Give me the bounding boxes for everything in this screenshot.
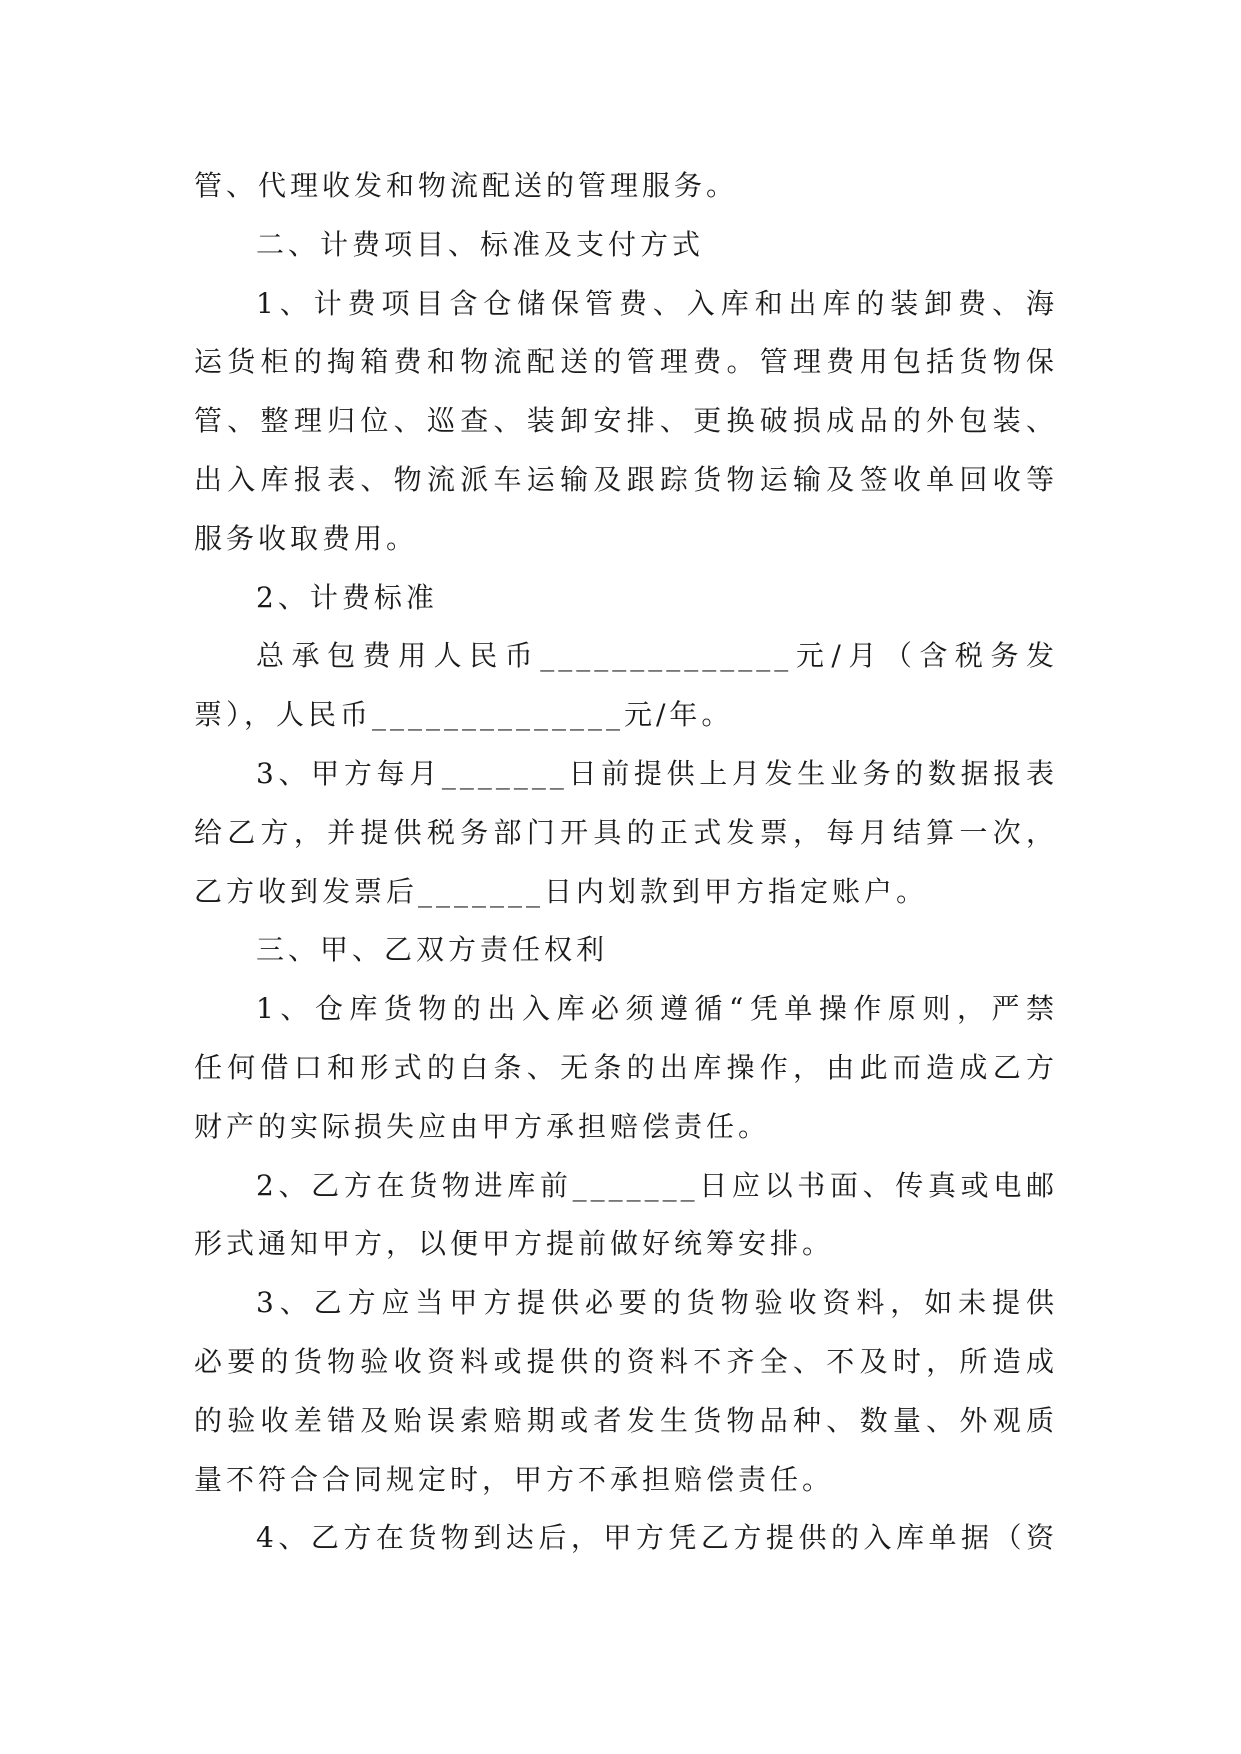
text-line: 票），人民币______________元/年。 (194, 698, 734, 732)
document-body (194, 157, 1058, 1568)
text-line: 总承包费用人民币______________元/月（含税务发 (256, 639, 1058, 673)
text-line: 1、仓库货物的出入库必须遵循“凭单操作原则，严禁 (256, 992, 1058, 1026)
text-line: 任何借口和形式的白条、无条的出库操作，由此而造成乙方 (194, 1050, 1058, 1084)
text-line: 3、甲方每月_______日前提供上月发生业务的数据报表 (256, 756, 1058, 790)
section-heading: 二、计费项目、标准及支付方式 (256, 227, 705, 261)
text-line: 管、代理收发和物流配送的管理服务。 (194, 169, 739, 202)
text-line: 运货柜的掏箱费和物流配送的管理费。管理费用包括货物保 (194, 345, 1058, 379)
text-line: 的验收差错及贻误索赔期或者发生货物品种、数量、外观质 (194, 1403, 1058, 1437)
text-line: 给乙方，并提供税务部门开具的正式发票，每月结算一次， (194, 815, 1058, 849)
section-heading: 三、甲、乙双方责任权利 (256, 933, 609, 967)
text-line: 管、整理归位、巡查、装卸安排、更换破损成品的外包装、 (194, 404, 1058, 438)
text-line: 4、乙方在货物到达后，甲方凭乙方提供的入库单据（资 (256, 1521, 1058, 1555)
text-line: 3、乙方应当甲方提供必要的货物验收资料，如未提供 (256, 1286, 1058, 1320)
text-line: 必要的货物验收资料或提供的资料不齐全、不及时，所造成 (194, 1344, 1058, 1378)
text-line: 服务收取费用。 (194, 521, 419, 555)
subsection-heading: 2、计费标准 (256, 580, 438, 614)
text-line: 乙方收到发票后_______日内划款到甲方指定账户。 (194, 874, 929, 908)
text-line: 形式通知甲方，以便甲方提前做好统筹安排。 (194, 1227, 835, 1261)
text-line: 2、乙方在货物进库前_______日应以书面、传真或电邮 (256, 1168, 1058, 1202)
text-line: 出入库报表、物流派车运输及跟踪货物运输及签收单回收等 (194, 462, 1058, 496)
text-line: 1、计费项目含仓储保管费、入库和出库的装卸费、海 (256, 286, 1058, 320)
text-line: 量不符合合同规定时，甲方不承担赔偿责任。 (194, 1462, 835, 1496)
text-line: 财产的实际损失应由甲方承担赔偿责任。 (194, 1109, 771, 1143)
